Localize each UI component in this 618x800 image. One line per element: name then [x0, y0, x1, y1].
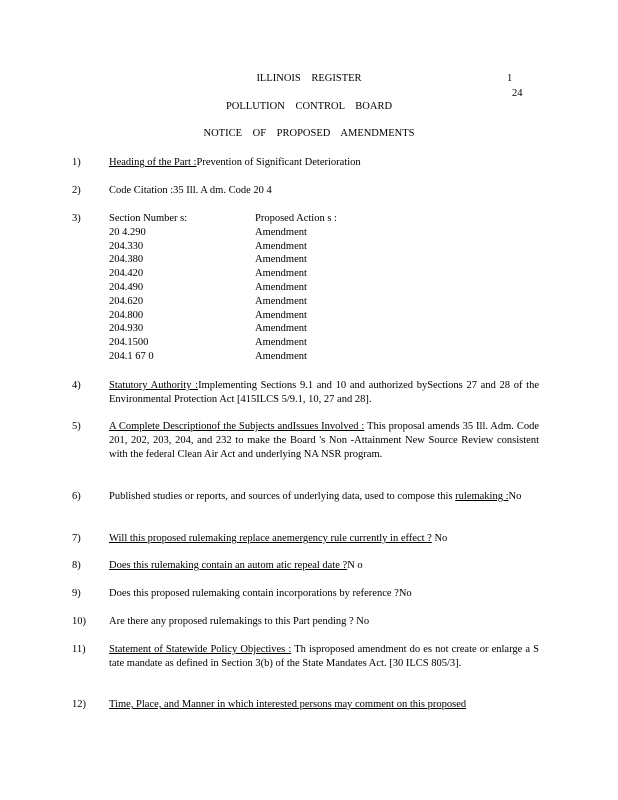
- item-incorporations: [109, 587, 539, 601]
- item-code-citation: [109, 184, 539, 198]
- item-label: Does this rulemaking contain an autom atic repeal date ?: [109, 560, 348, 571]
- item-text: Does this proposed rulemaking contain incorporations by reference ?No: [109, 588, 412, 599]
- page-number: 1: [507, 73, 513, 84]
- item-pending-rulemakings: [109, 615, 539, 629]
- item-number: 3): [72, 213, 81, 224]
- item-number: 7): [72, 533, 81, 544]
- proposed-action: Amendment: [255, 254, 307, 266]
- section-number: 204.330: [109, 240, 144, 252]
- proposed-action: Amendment: [255, 323, 307, 335]
- item-number: 6): [72, 491, 81, 502]
- action-header: Proposed Action s :: [255, 213, 337, 224]
- proposed-action: Amendment: [255, 268, 307, 280]
- item-published-studies: [109, 490, 539, 504]
- proposed-action: Amendment: [255, 309, 307, 321]
- proposed-action: Amendment: [255, 295, 307, 307]
- page-subnumber: 24: [512, 88, 523, 99]
- proposed-action: Amendment: [255, 337, 307, 349]
- section-number: 204.620: [109, 295, 144, 307]
- proposed-action: Amendment: [255, 350, 307, 362]
- item-text: Are there any proposed rulemakings to this Part pending ? No: [109, 616, 370, 627]
- section-number: 204.800: [109, 309, 144, 321]
- item-text: No: [508, 491, 522, 502]
- item-repeal-date: [109, 559, 539, 573]
- register-title: ILLINOIS REGISTER: [256, 73, 362, 84]
- proposed-action: Amendment: [255, 226, 307, 238]
- item-number: 2): [72, 185, 81, 196]
- item-number: 10): [72, 616, 86, 627]
- proposed-action: Amendment: [255, 281, 307, 293]
- item-policy-objectives: [109, 643, 539, 671]
- item-text: Implementing Sections 9.1 and 10 and authorized bySections 27 and 28 of the Environmental Protection Act [415ILCS 5/9.1, 10, 27 and 28].: [109, 380, 539, 405]
- section-number: 204.490: [109, 281, 144, 293]
- item-text: No: [431, 533, 448, 544]
- item-number: 11): [72, 644, 86, 655]
- item-text: Th isproposed amendment do es not create or enlarge a S tate mandate as defined in Section 3(b) of the State Mandates Act. [30 ILCS 805/3].: [109, 644, 540, 669]
- proposed-actions-column: [255, 212, 337, 364]
- item-number: 5): [72, 421, 81, 432]
- item-text: Published studies or reports, and sources of underlying data, used to compose this: [109, 491, 456, 502]
- item-label: Statement of Statewide Policy Objectives :: [109, 644, 292, 655]
- item-statutory-authority: [109, 379, 539, 407]
- proposed-action: Amendment: [255, 240, 307, 252]
- item-time-place-manner: [109, 698, 539, 712]
- section-number: 204.1500: [109, 337, 149, 349]
- item-text: Prevention of Significant Deterioration: [196, 157, 361, 168]
- item-label: Statutory Authority :: [109, 380, 199, 391]
- item-number: 4): [72, 380, 81, 391]
- item-text: This proposal amends 35 Ill. Adm. Code 201, 202, 203, 204, and 232 to make the Board 's Non -Attainment New Source Review consistent with the federal Clean Air Act and underlying NA NSR program.: [109, 421, 539, 460]
- item-label: A Complete Descriptionof the Subjects andIssues Involved :: [109, 421, 365, 432]
- item-emergency-rule: [109, 532, 539, 546]
- item-label: rulemaking :: [455, 491, 509, 502]
- section-numbers-column: [109, 212, 187, 364]
- section-number: 204.380: [109, 254, 144, 266]
- item-number: 1): [72, 157, 81, 168]
- item-number: 9): [72, 588, 81, 599]
- section-header: Section Number s:: [109, 213, 188, 224]
- item-text: Code Citation :35 Ill. A dm. Code 20 4: [109, 185, 272, 196]
- board-title: POLLUTION CONTROL BOARD: [225, 101, 393, 112]
- item-label: Heading of the Part :: [109, 157, 197, 168]
- notice-title: NOTICE OF PROPOSED AMENDMENTS: [203, 128, 415, 139]
- item-heading: [109, 156, 539, 170]
- item-text: N o: [347, 560, 363, 571]
- item-label: Time, Place, and Manner in which interested persons may comment on this proposed: [109, 699, 467, 710]
- item-number: 8): [72, 560, 81, 571]
- section-number: 204.930: [109, 323, 144, 335]
- item-number: 12): [72, 699, 86, 710]
- section-number: 204.1 67 0: [109, 350, 154, 362]
- item-label: Will this proposed rulemaking replace anemergency rule currently in effect ?: [109, 533, 432, 544]
- item-description: [109, 420, 539, 462]
- section-number: 20 4.290: [109, 226, 146, 238]
- section-number: 204.420: [109, 268, 144, 280]
